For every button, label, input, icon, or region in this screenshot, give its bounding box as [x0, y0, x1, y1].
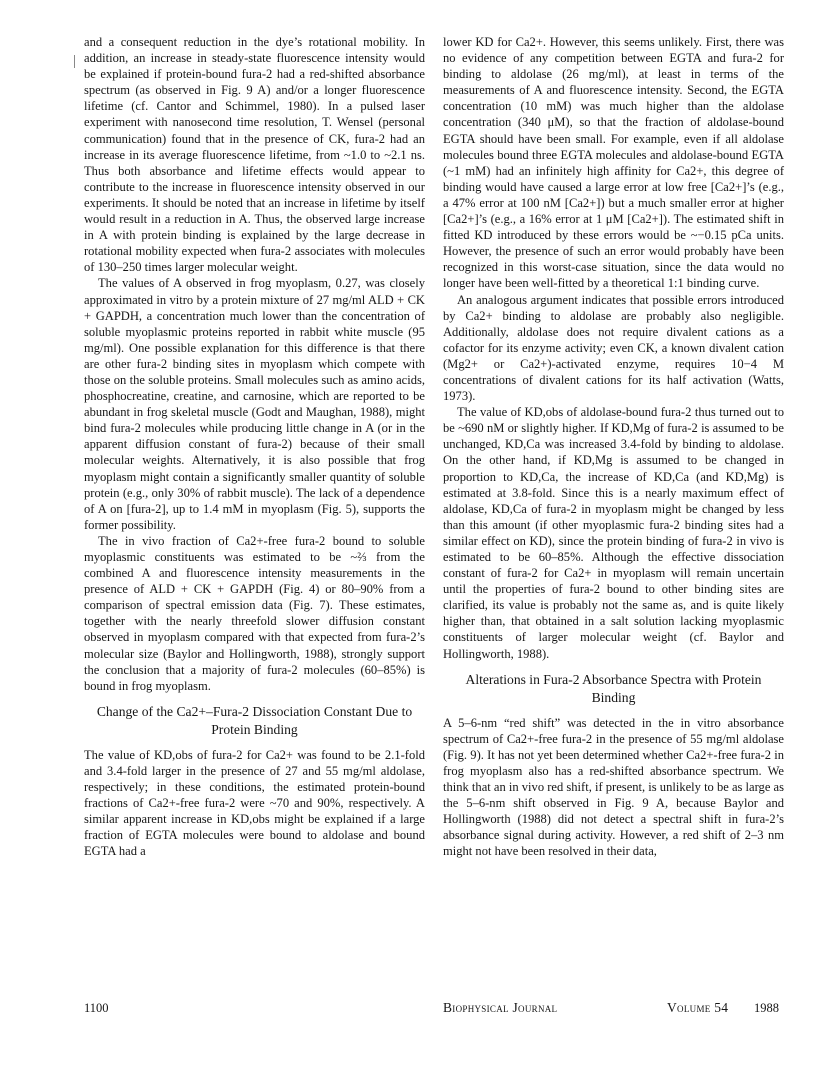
paragraph: lower KD for Ca2+. However, this seems unlikely. First, there was no evidence of any competition between EGTA and fura-2 for binding to aldolase (26 mg/ml), at least in terms of the measurements of A and fluorescence intensity. Second, the EGTA concentration (10 mM) was much higher than the aldolase concentration (340 μM), so that the fraction of aldolase-bound EGTA should have been small. For example, even if all aldolase molecules bound three EGTA molecules and aldolase-bound EGTA (~1 mM) had an infinitely high affinity for Ca2+, this degree of binding would have caused a large error at low free [Ca2+]’s (e.g., a 47% error at 100 nM [Ca2+]) but a much smaller error at higher [Ca2+]’s (e.g., a 16% error at 1 μM [Ca2+]). The estimated shift in fitted KD introduced by these errors would be ~−0.15 pCa units. However, the presence of such an error would probably have been recognized in this worst-case situation, since the data would no longer have been well-fitted by a theoretical 1:1 binding curve. [443, 35, 784, 291]
journal-year: 1988 [754, 1001, 779, 1015]
margin-change-bar [74, 55, 75, 68]
right-column [443, 34, 784, 860]
page-number: 1100 [84, 1001, 109, 1015]
paragraph: An analogous argument indicates that possible errors introduced by Ca2+ binding to aldolase are probably also negligible. Additionally, aldolase does not require divalent cations as a cofactor for its enzyme activity; even CK, a known divalent cation (Mg2+ or Ca2+)-activated enzyme, requires 10−4 M concentrations of divalent cations for its half activation (Watts, 1973). [443, 292, 784, 404]
section-heading: Alterations in Fura-2 Absorbance Spectra with Protein Binding [465, 671, 762, 705]
journal-volume: Volume 54 [667, 1000, 729, 1015]
journal-name: Biophysical Journal [443, 1000, 558, 1015]
paragraph: The values of A observed in frog myoplasm, 0.27, was closely approximated in vitro by a protein mixture of 27 mg/ml ALD + CK + GAPDH, a concentration much lower than the concentration of soluble myoplasmic proteins reported in rabbit white muscle (95 mg/ml). One possible explanation for this difference is that there are other fura-2 binding sites in myoplasm which compete with those on the soluble proteins. Small molecules such as amino acids, phosphocreatine, creatine, and carnosine, which are reported to be abundant in frog skeletal muscle (Godt and Maughan, 1988), might bind fura-2 molecules while producing little change in A (or in the apparent diffusion constant of fura-2) because of their small molecular weights. Alternatively, it is also possible that frog myoplasm might contain a significantly smaller quantity of soluble protein (e.g., only 30% of rabbit muscle). The lack of a dependence of A on [fura-2], up to 1.4 mM in myoplasm (Fig. 5), supports the former possibility. [84, 276, 425, 532]
section-heading: Change of the Ca2+–Fura-2 Dissociation Constant Due to Protein Binding [96, 703, 413, 737]
paragraph: A 5–6-nm “red shift” was detected in the in vitro absorbance spectrum of Ca2+-free fura-2 in the presence of 55 mg/ml aldolase (Fig. 9). It has not yet been determined whether Ca2+-free fura-2 in frog myoplasm also has a red-shifted absorbance spectrum. We think that an in vivo red shift, if present, is unlikely to be as large as the 5–6-nm shift observed in Fig. 9 A, because Baylor and Hollingworth (1988) did not detect a spectral shift in fura-2’s absorbance signal during activity. However, a red shift of 2–3 nm might not have been resolved in their data, [443, 715, 784, 859]
paragraph: The value of KD,obs of fura-2 for Ca2+ was found to be 2.1-fold and 3.4-fold larger in the presence of 27 and 55 mg/ml aldolase, respectively; in these conditions, the estimated protein-bound fractions of Ca2+-free fura-2 were ~70 and 90%, respectively. A similar apparent increase in KD,obs might be explained if a large fraction of EGTA molecules were bound to aldolase and bound EGTA had a [84, 747, 425, 859]
paragraph: The value of KD,obs of aldolase-bound fura-2 thus turned out to be ~690 nM or slightly higher. If KD,Mg of fura-2 is assumed to be unchanged, KD,Ca was increased 3.4-fold by binding to aldolase. On the other hand, if KD,Mg is assumed to be changed in proportion to KD,Ca, the increase of KD,Ca (and KD,Mg) is estimated at 3.8-fold. Since this is a nearly maximum effect of aldolase, KD,Ca of fura-2 in myoplasm might be changed by less than this amount (if other myoplasmic fura-2 binding sites had a similar effect on KD), since the protein binding of fura-2 in vivo is estimated to be 60–85%. Although the effective dissociation constant of fura-2 for Ca2+ in myoplasm will remain uncertain until the properties of fura-2 bound to other binding sites are clarified, its value is probably not the same as, and is quite likely higher than, that obtained in a salt solution lacking myoplasmic constituents of larger molecular weight (cf. Baylor and Hollingworth, 1988). [443, 405, 784, 661]
left-column [84, 34, 425, 860]
paragraph: and a consequent reduction in the dye’s rotational mobility. In addition, an increase in steady-state fluorescence intensity would be explained if protein-bound fura-2 had a red-shifted absorbance spectrum (as observed in Fig. 9 A) and/or a longer fluorescence lifetime (cf. Cantor and Schimmel, 1980). In a pulsed laser experiment with nanosecond time resolution, T. Wensel (personal communication) found that in the presence of CK, fura-2 had an increase in its average fluorescence lifetime, from ~1.0 to ~2.1 ns. Thus both absorbance and lifetime effects would appear to contribute to the increase in fluorescence intensity observed in our experiments. It should be noted that an increase in lifetime by itself would result in a reduction in A. Thus, the observed large increase in A with protein binding is explained by the large decrease in rotational mobility expected when fura-2 associates with molecules of 130–250 times larger molecular weight. [84, 35, 425, 275]
paragraph: The in vivo fraction of Ca2+-free fura-2 bound to soluble myoplasmic constituents was estimated to be ~⅔ from the combined A and fluorescence intensity measurements in the presence of ALD + CK + GAPDH (Fig. 4) or 80–90% from a comparison of spectral emission data (Fig. 7). These estimates, together with the nearly threefold slower diffusion constant observed in myoplasm compared with that expected from fura-2’s molecular size (Baylor and Hollingworth, 1988), strongly support the conclusion that a majority of fura-2 molecules (60–85%) is bound in frog myoplasm. [84, 533, 425, 693]
